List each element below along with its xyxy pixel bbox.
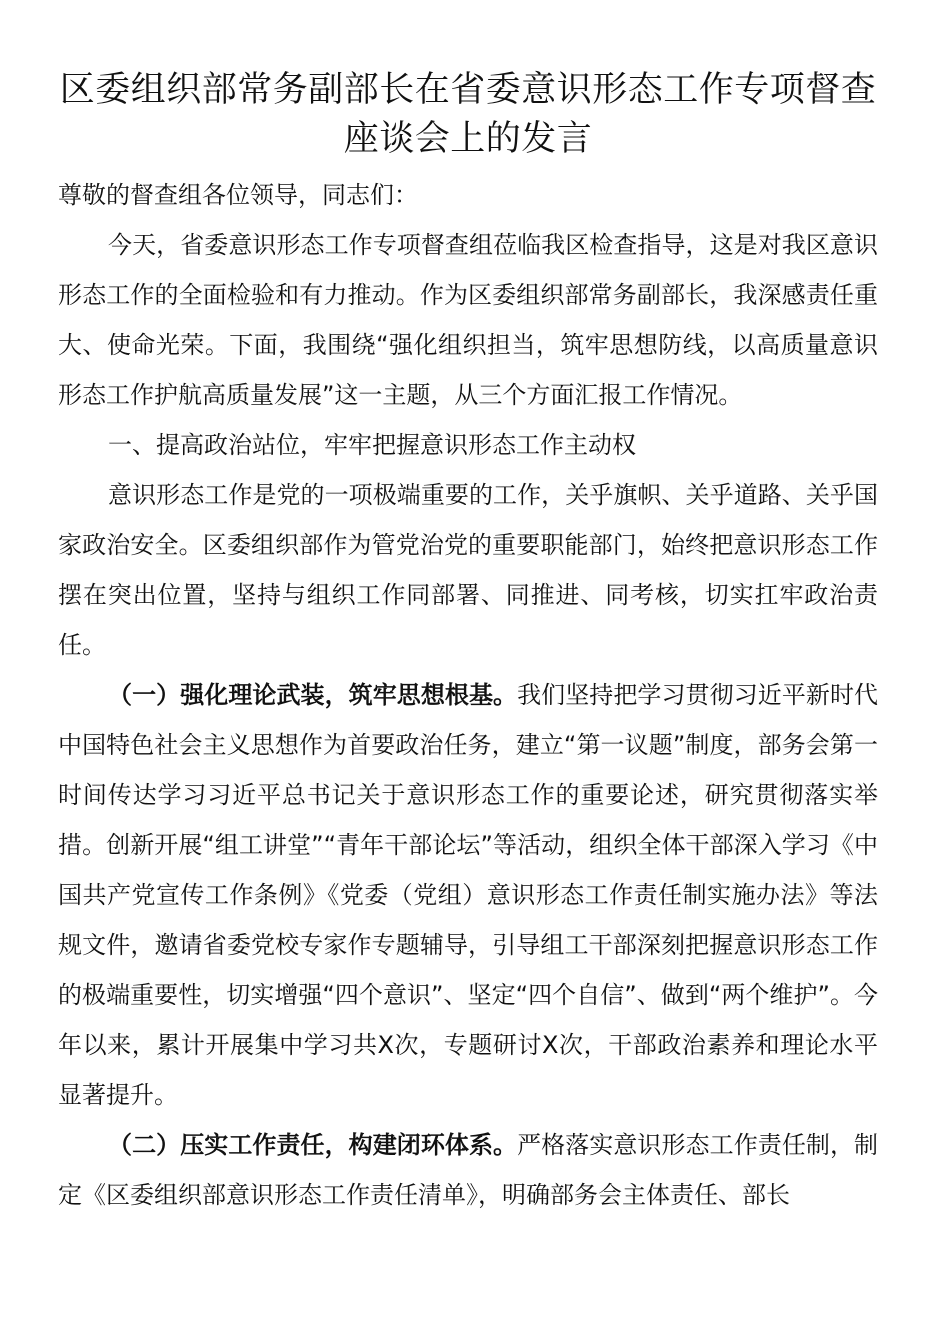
item-paragraph-2 (58, 1120, 878, 1220)
item-lead-2: （二）压实工作责任，构建闭环体系。 (108, 1131, 518, 1159)
salutation: 尊敬的督查组各位领导，同志们： (58, 181, 418, 209)
opening-paragraph: 今天，省委意识形态工作专项督查组莅临我区检查指导，这是对我区意识形态工作的全面检验和有力推动。作为区委组织部常务副部长，我深感责任重大、使命光荣。下面，我围绕“强化组织担当，筑牢思想防线，以高质量意识形态工作护航高质量发展”这一主题，从三个方面汇报工作情况。 (58, 231, 878, 409)
item-lead-1: （一）强化理论武装，筑牢思想根基。 (108, 681, 518, 709)
document-body (58, 170, 878, 1220)
document-title: 区委组织部常务副部长在省委意识形态工作专项督查座谈会上的发言 (59, 70, 877, 159)
section-heading: 一、提高政治站位，牢牢把握意识形态工作主动权 (108, 431, 636, 459)
item-paragraph-1 (58, 670, 878, 1120)
section-intro-paragraph: 意识形态工作是党的一项极端重要的工作，关乎旗帜、关乎道路、关乎国家政治安全。区委组织部作为管党治党的重要职能部门，始终把意识形态工作摆在突出位置，坚持与组织工作同部署、同推进、同考核，切实扛牢政治责任。 (58, 481, 878, 659)
item-text-2: 严格落实意识形态工作责任制，制定《区委组织部意识形态工作责任清单》，明确部务会主体责任、部长 (58, 1131, 879, 1209)
item-text-1: 我们坚持把学习贯彻习近平新时代中国特色社会主义思想作为首要政治任务，建立“第一议题”制度，部务会第一时间传达学习习近平总书记关于意识形态工作的重要论述，研究贯彻落实举措。创新开展“组工讲堂”“青年干部论坛”等活动，组织全体干部深入学习《中国共产党宣传工作条例》《党委（党组）意识形态工作责任制实施办法》等法规文件，邀请省委党校专家作专题辅导，引导组工干部深刻把握意识形态工作的极端重要性，切实增强“四个意识”、坚定“四个自信”、做到“两个维护”。今年以来，累计开展集中学习共X次，专题研讨X次，干部政治素养和理论水平显著提升。 (58, 681, 879, 1109)
